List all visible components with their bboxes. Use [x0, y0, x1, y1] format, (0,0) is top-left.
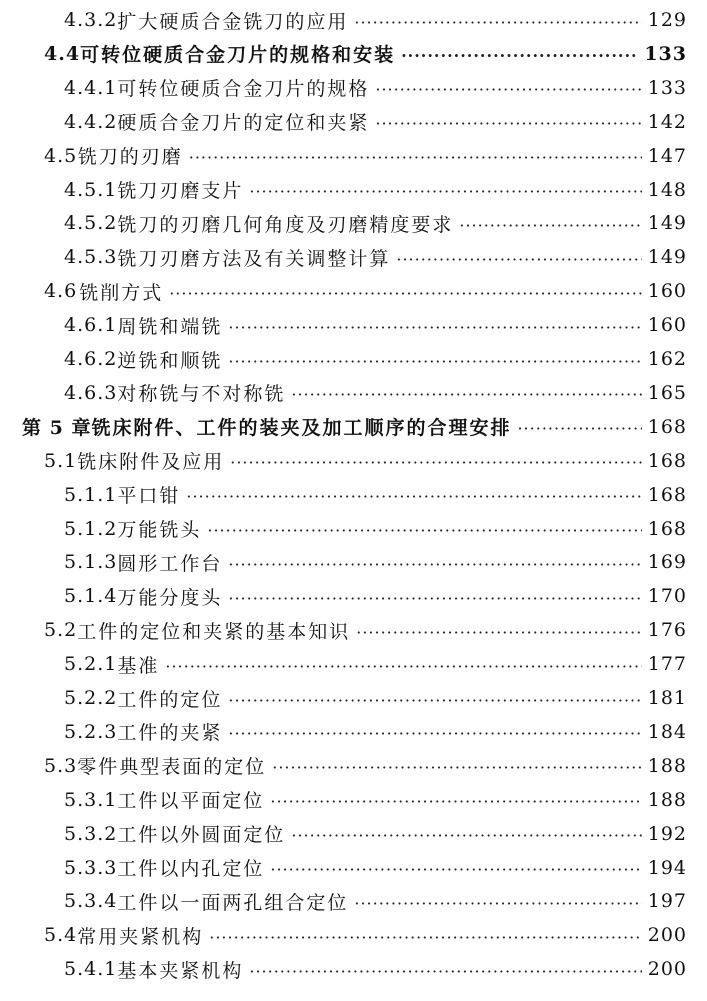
toc-page-number: 142 — [647, 110, 687, 133]
toc-leader-dots — [207, 521, 641, 540]
toc-entry-title: 扩大硬质合金铣刀的应用 — [117, 10, 349, 33]
toc-page-number: 177 — [647, 653, 687, 676]
toc-leader-dots — [228, 724, 641, 743]
toc-leader-dots — [230, 453, 642, 472]
toc-leader-dots — [401, 46, 638, 65]
toc-entry-title: 硬质合金刀片的定位和夹紧 — [117, 112, 370, 135]
toc-entry-title: 工件以内孔定位 — [117, 858, 265, 880]
toc-entry-number: 4.5.2 — [64, 212, 118, 235]
toc-page-number: 168 — [647, 517, 687, 540]
toc-leader-dots — [291, 385, 641, 404]
toc-entry-title: 基准 — [117, 654, 160, 677]
toc-leader-dots — [270, 792, 641, 811]
toc-section-entry — [0, 274, 707, 308]
toc-page-number: 192 — [647, 822, 687, 845]
toc-entry-number: 第 5 章 — [22, 417, 92, 440]
toc-subsection-entry — [0, 376, 707, 410]
toc-leader-dots — [517, 419, 641, 438]
toc-leader-dots — [354, 13, 641, 32]
toc-leader-dots — [249, 962, 641, 981]
toc-subsection-entry — [0, 3, 707, 37]
toc-page-number: 133 — [647, 76, 687, 99]
toc-entry-number: 5.1.4 — [64, 585, 118, 608]
toc-subsection-entry — [0, 105, 707, 139]
toc-subsection-entry — [0, 952, 707, 986]
toc-entry-title: 平口钳 — [117, 485, 181, 508]
toc-leader-dots — [396, 250, 641, 269]
toc-entry-title: 圆形工作台 — [117, 552, 223, 575]
toc-leader-dots — [459, 216, 641, 235]
toc-entry-number: 4.3.2 — [64, 9, 118, 31]
toc-entry-number: 5.4.1 — [64, 958, 118, 981]
toc-page-number: 165 — [647, 381, 687, 404]
toc-entry-number: 4.6 — [44, 280, 78, 303]
toc-entry-number: 4.6.3 — [64, 381, 118, 404]
toc-page-number: 149 — [647, 212, 687, 235]
toc-entry-title: 万能铣头 — [117, 519, 202, 541]
toc-entry-title: 对称铣与不对称铣 — [117, 383, 286, 406]
toc-page-number: 160 — [647, 280, 687, 303]
toc-section-entry — [0, 749, 707, 783]
toc-entry-number: 5.3.4 — [64, 890, 118, 913]
toc-leader-dots — [249, 182, 641, 201]
toc-entry-number: 4.4.1 — [64, 76, 118, 99]
toc-leader-dots — [228, 352, 641, 371]
toc-entry-title: 万能分度头 — [117, 586, 223, 609]
toc-leader-dots — [291, 826, 641, 845]
toc-entry-title: 铣刀的刃磨 — [77, 146, 183, 169]
toc-page-number: 181 — [647, 687, 687, 709]
toc-subsection-entry — [0, 647, 707, 681]
toc-entry-number: 5.1.1 — [64, 483, 118, 506]
toc-entry-title: 工件的定位 — [117, 688, 223, 711]
toc-subsection-entry — [0, 478, 707, 512]
toc-entry-number: 4.6.1 — [64, 314, 118, 337]
toc-subsection-entry — [0, 173, 707, 207]
toc-entry-title: 基本夹紧机构 — [117, 959, 244, 982]
toc-page-number: 148 — [647, 178, 687, 201]
toc-page-number: 162 — [647, 348, 687, 370]
toc-leader-dots — [375, 114, 641, 133]
toc-page-number: 168 — [647, 449, 687, 472]
toc-subsection-entry — [0, 817, 707, 851]
toc-subsection-entry — [0, 240, 707, 274]
toc-entry-title: 工件的定位和夹紧的基本知识 — [77, 620, 351, 643]
toc-page-number: 168 — [647, 483, 687, 506]
toc-entry-title: 周铣和端铣 — [117, 315, 223, 338]
toc-entry-title: 铣削方式 — [79, 281, 164, 304]
toc-page-number: 184 — [647, 720, 687, 743]
toc-entry-title: 工件以外圆面定位 — [117, 824, 286, 847]
toc-page-number: 188 — [647, 754, 687, 777]
toc-subsection-entry — [0, 308, 707, 342]
toc-entry-title: 零件典型表面的定位 — [77, 756, 267, 779]
toc-leader-dots — [228, 318, 641, 337]
toc-section-entry — [0, 139, 707, 173]
toc-entry-number: 4.5 — [44, 144, 78, 167]
toc-section-entry — [0, 37, 707, 71]
toc-leader-dots — [228, 555, 641, 574]
toc-subsection-entry — [0, 884, 707, 918]
toc-leader-dots — [209, 928, 642, 947]
toc-page-number: 194 — [647, 856, 687, 879]
toc-subsection-entry — [0, 512, 707, 546]
toc-leader-dots — [228, 589, 641, 608]
toc-section-entry — [0, 613, 707, 647]
toc-subsection-entry — [0, 681, 707, 715]
toc-subsection-entry — [0, 545, 707, 579]
toc-entry-number: 5.3.1 — [64, 788, 118, 811]
toc-leader-dots — [169, 284, 642, 303]
toc-page-number: 147 — [647, 144, 687, 167]
toc-entry-number: 5.3 — [44, 754, 78, 777]
toc-entry-number: 5.2.3 — [64, 720, 118, 743]
toc-page-number: 176 — [647, 619, 687, 642]
toc-entry-title: 可转位硬质合金刀片的规格 — [117, 78, 370, 101]
toc-entry-number: 5.1.2 — [64, 517, 118, 540]
toc-entry-number: 5.1 — [44, 449, 78, 472]
toc-entry-title: 铣刀刃磨方法及有关调整计算 — [117, 247, 391, 270]
toc-entry-title: 铣床附件、工件的装夹及加工顺序的合理安排 — [91, 417, 512, 440]
toc-chapter-entry — [0, 410, 707, 444]
toc-entry-number: 5.2 — [44, 619, 78, 642]
toc-page-number: 170 — [647, 585, 687, 608]
toc-page-number: 169 — [647, 551, 687, 574]
toc-page-number: 197 — [647, 890, 687, 913]
toc-entry-title: 工件的夹紧 — [117, 722, 223, 745]
toc-entry-title: 工件以平面定位 — [117, 790, 265, 813]
toc-subsection-entry — [0, 342, 707, 376]
toc-subsection-entry — [0, 783, 707, 817]
toc-page-number: 149 — [647, 246, 687, 269]
toc-leader-dots — [375, 80, 641, 99]
toc-page-number: 129 — [647, 9, 687, 31]
toc-page-number: 168 — [647, 415, 687, 438]
toc-leader-dots — [186, 487, 641, 506]
toc-subsection-entry — [0, 71, 707, 105]
toc-page-number: 133 — [644, 42, 687, 65]
toc-entry-number: 4.4 — [44, 42, 81, 65]
toc-leader-dots — [165, 657, 641, 676]
toc-entry-title: 铣刀刃磨支片 — [117, 180, 244, 202]
toc-entry-number: 5.3.3 — [64, 856, 118, 879]
toc-leader-dots — [272, 758, 642, 777]
toc-entry-title: 工件以一面两孔组合定位 — [117, 891, 349, 914]
toc-entry-number: 4.4.2 — [64, 110, 118, 133]
toc-entry-number: 4.6.2 — [64, 348, 118, 370]
toc-entry-title: 可转位硬质合金刀片的规格和安装 — [80, 44, 396, 67]
toc-entry-title: 常用夹紧机构 — [77, 925, 204, 948]
toc-section-entry — [0, 444, 707, 478]
toc-entry-number: 5.1.3 — [64, 551, 118, 574]
toc-subsection-entry — [0, 206, 707, 240]
toc-entry-title: 铣床附件及应用 — [77, 451, 225, 474]
toc-entry-title: 逆铣和顺铣 — [117, 349, 223, 372]
toc-leader-dots — [356, 623, 642, 642]
toc-page-number: 188 — [647, 788, 687, 811]
toc-page-number: 200 — [647, 924, 687, 947]
toc-entry-number: 5.2.2 — [64, 687, 118, 709]
toc-leader-dots — [270, 860, 641, 879]
toc-entry-title: 铣刀的刃磨几何角度及刃磨精度要求 — [117, 213, 454, 236]
toc-subsection-entry — [0, 851, 707, 885]
toc-leader-dots — [189, 148, 642, 167]
toc-entry-number: 4.5.1 — [64, 178, 118, 201]
toc-entry-number: 5.4 — [44, 924, 78, 947]
toc-leader-dots — [228, 691, 641, 710]
toc-subsection-entry — [0, 579, 707, 613]
toc-entry-number: 5.2.1 — [64, 653, 118, 676]
toc-page-number: 160 — [647, 314, 687, 337]
toc-page-number: 200 — [647, 958, 687, 981]
toc-subsection-entry — [0, 715, 707, 749]
toc-leader-dots — [354, 894, 641, 913]
toc-entry-number: 4.5.3 — [64, 246, 118, 269]
toc-entry-number: 5.3.2 — [64, 822, 118, 845]
toc-section-entry — [0, 918, 707, 952]
